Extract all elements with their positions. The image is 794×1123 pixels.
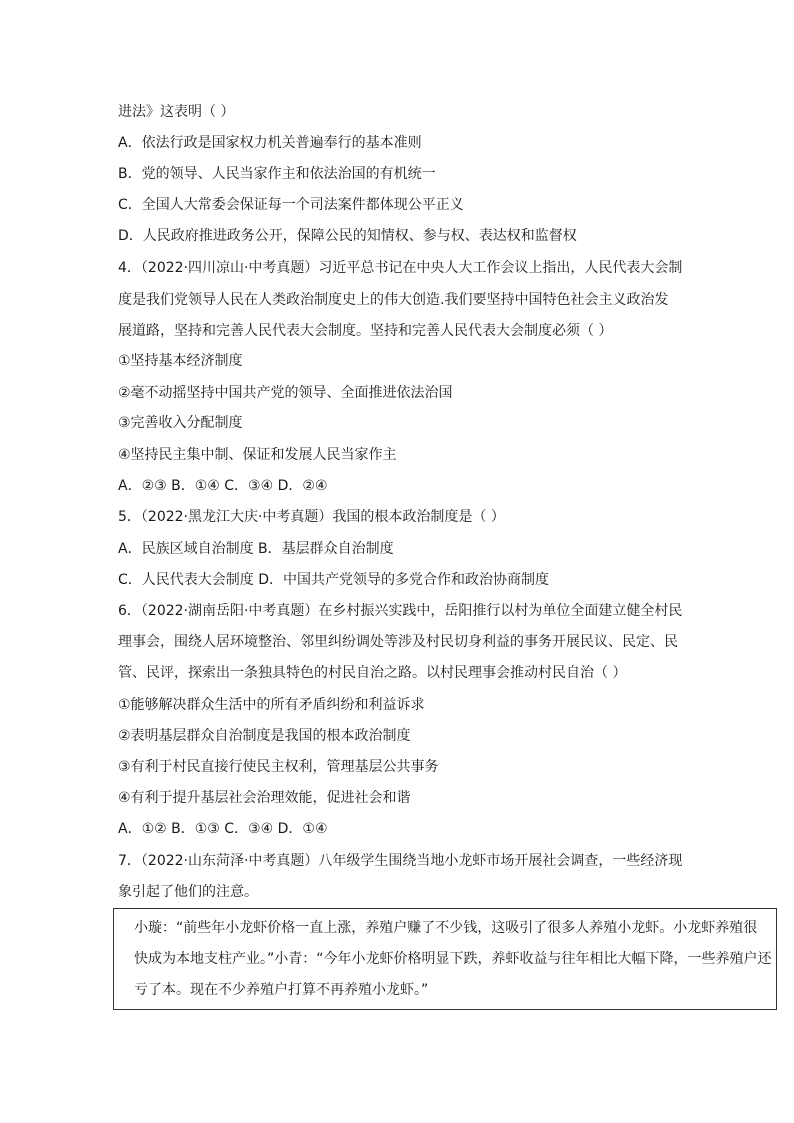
question-5: 5．（2022·黑龙江大庆·中考真题）我国的根本政治制度是（ ） <box>118 509 505 525</box>
text-line: 进法》这表明（ ） <box>118 104 235 120</box>
statement-1: ①坚持基本经济制度 <box>118 353 243 369</box>
options-ab: A．民族区域自治制度 B．基层群众自治制度 <box>118 541 394 557</box>
answer-options: A．②③ B．①④ C．③④ D．②④ <box>118 478 328 494</box>
statement-1: ①能够解决群众生活中的所有矛盾纠纷和利益诉求 <box>118 697 425 713</box>
option-b: B．党的领导、人民当家作主和依法治国的有机统一 <box>118 166 436 182</box>
statement-3: ③有利于村民直接行使民主权利，管理基层公共事务 <box>118 759 439 775</box>
option-d: D．人民政府推进政务公开，保障公民的知情权、参与权、表达权和监督权 <box>118 228 577 244</box>
option-c: C．全国人大常委会保证每一个司法案件都体现公平正义 <box>118 197 464 213</box>
question-6-line-2: 理事会，围绕人居环境整治、邻里纠纷调处等涉及村民切身利益的事务开展民议、民定、民 <box>118 634 678 650</box>
statement-4: ④有利于提升基层社会治理效能，促进社会和谐 <box>118 790 411 806</box>
material-box <box>113 908 777 1010</box>
statement-2: ②毫不动摇坚持中国共产党的领导、全面推进依法治国 <box>118 385 453 401</box>
question-6-line-1: 6．（2022·湖南岳阳·中考真题）在乡村振兴实践中，岳阳推行以村为单位全面建立健全村民 <box>118 603 683 619</box>
statement-2: ②表明基层群众自治制度是我国的根本政治制度 <box>118 728 411 744</box>
options-cd: C．人民代表大会制度 D．中国共产党领导的多党合作和政治协商制度 <box>118 572 550 588</box>
option-a: A．依法行政是国家权力机关普遍奉行的基本准则 <box>118 135 422 151</box>
material-line-1: 小璇：“前些年小龙虾价格一直上涨，养殖户赚了不少钱，这吸引了很多人养殖小龙虾。小龙虾养殖很 <box>134 920 758 936</box>
statement-4: ④坚持民主集中制、保证和发展人民当家作主 <box>118 447 397 463</box>
question-4-line-1: 4．（2022·四川凉山·中考真题）习近平总书记在中央人大工作会议上指出，人民代表大会制 <box>118 260 683 276</box>
question-7-line-2: 象引起了他们的注意。 <box>118 884 258 900</box>
question-7-line-1: 7．（2022·山东菏泽·中考真题）八年级学生围绕当地小龙虾市场开展社会调查，一些经济现 <box>118 853 683 869</box>
question-4-line-2: 度是我们党领导人民在人类政治制度史上的伟大创造.我们要坚持中国特色社会主义政治发 <box>118 292 669 308</box>
material-line-3: 亏了本。现在不少养殖户打算不再养殖小龙虾。” <box>134 982 429 998</box>
material-line-2: 快成为本地支柱产业。”小青：“今年小龙虾价格明显下跌，养虾收益与往年相比大幅下降，一些养殖户还 <box>134 951 772 967</box>
answer-options: A．①② B．①③ C．③④ D．①④ <box>118 821 328 837</box>
statement-3: ③完善收入分配制度 <box>118 415 243 431</box>
question-4-line-3: 展道路，坚持和完善人民代表大会制度。坚持和完善人民代表大会制度必须（ ） <box>118 323 613 339</box>
question-6-line-3: 管、民评，探索出一条独具特色的村民自治之路。以村民理事会推动村民自治（ ） <box>118 665 627 681</box>
